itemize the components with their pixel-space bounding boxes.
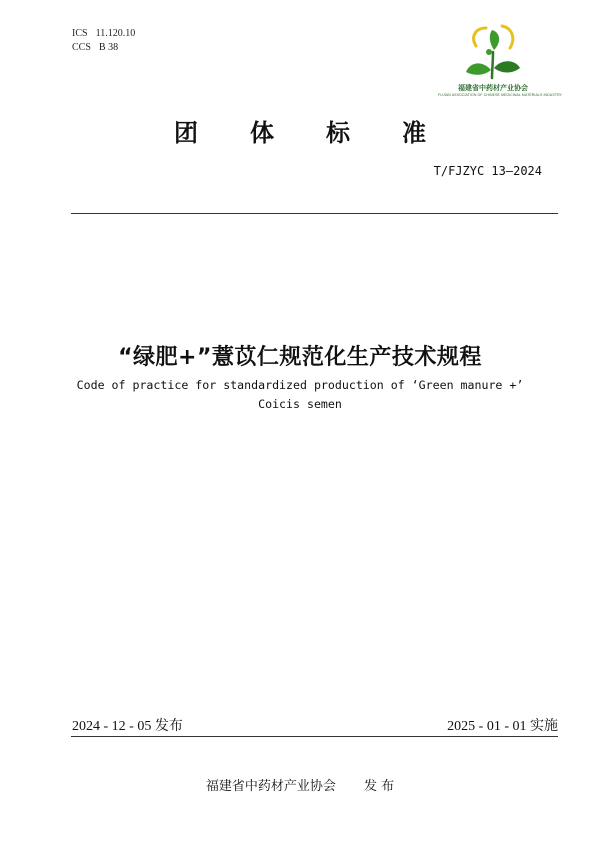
association-logo [438,22,563,108]
document-title-en: Code of practice for standardized production of ‘Green manure +’ Coicis semen [76,378,524,411]
stem [492,52,493,78]
publish-action: 发 布 [363,779,395,794]
seed-arc-left [474,28,486,46]
document-title-cn: “绿肥+”薏苡仁规范化生产技术规程 [118,345,482,370]
ccs-code: B 38 [98,42,119,53]
ics-label: ICS [72,28,88,39]
implementation-date: 2025 - 01 - 01 实施 [447,719,558,734]
standard-number: T/FJZYC 13—2024 [433,164,542,178]
sprout-dot [486,49,492,55]
issue-date: 2024 - 12 - 05 发布 [72,719,183,734]
ccs-label: CCS [72,42,91,53]
leaf-right [494,61,520,72]
leaf-sprout-icon [462,22,524,82]
top-divider [71,213,558,214]
publisher-line [0,775,600,794]
seed-arc-right [502,26,513,48]
classification-codes [72,27,135,55]
bottom-divider [71,736,558,737]
ics-code: 11.120.10 [95,28,136,39]
leaf-left [466,63,491,74]
top-sprout [490,30,499,50]
logo-org-name-cn: 福建省中药材产业协会 [458,84,528,92]
logo-org-name-en: FUJIAN ASSOCIATION OF CHINESE MEDICINAL MATERIALS INDUSTRY [438,93,563,97]
standard-type-heading: 团体标准 [174,119,478,147]
publisher-name: 福建省中药材产业协会 [205,779,336,794]
ccs-row [72,41,135,55]
ics-row [72,27,135,41]
